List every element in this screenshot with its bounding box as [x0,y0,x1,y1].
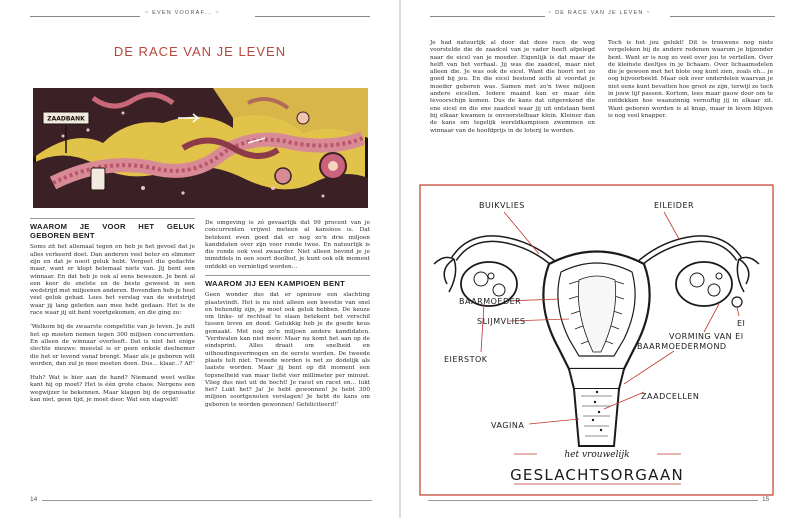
section-heading-1: WAAROM JE VOOR HET GELUK GEBOREN BENT [30,222,195,241]
book-spine [399,0,401,518]
right-column-1 [430,40,595,142]
paragraph: Soms zit het allemaal tegen en heb je het gevoel dat je alles verkeerd doet. Dan anderen veel beter en slimmer zijn en dat je nooit geluk hebt. Vergeet die gedachte maar, want er klopt helemaal niets van. Jij bent een winnaar. En dat heb je ook al eens bewezen. Je bent al een keer de snelste en de beste geweest in een wedstrijd met miljoenen anderen. Bovendien heb je heel veel geluk gehad. Lees het verslag van de wedstrijd waar jij lang geleden aan mee hebt gedaan. Het is de race waar jij uit bent voortgekomen, en die ging zo: [30,244,195,317]
running-head-left: ~ EVEN VOORAF... ~ [145,10,220,16]
caption-big: GESLACHTSORGAAN [510,466,684,484]
chapter-title: DE RACE VAN JE LEVEN [113,44,287,59]
running-head-rule-left [30,16,140,17]
sign-text: ZAADBANK [47,115,85,123]
caption-small: het vrouwelijk [564,450,630,460]
running-head-right: ~ DE RACE VAN JE LEVEN ~ [548,10,651,16]
left-column-2 [205,220,370,416]
label-vagina: VAGINA [491,421,525,430]
paragraph: Huh? Wat is hier aan de hand? Niemand weet welke kant hij op moet? Het is één grote chaos. Nergens een wegwijzer te bekennen. Maar klagen bij de organisatie kan niet, geen tijd, je moet door. Wat een slagveld! [30,375,195,404]
page-number-right: 15 [762,496,770,503]
label-eileider: EILEIDER [654,201,695,210]
label-slijmvlies: SLIJMVLIES [477,317,526,326]
label-vorming-ei: VORMING VAN EI [669,332,744,341]
page-number-left: 14 [30,496,38,503]
label-buikvlies: BUIKVLIES [479,201,525,210]
section-rule-1 [30,218,195,219]
reproductive-diagram [419,184,774,496]
label-baarmoedermond: BAARMOEDERMOND [637,342,727,351]
running-head-rule-right [255,16,370,17]
right-column-2 [608,40,773,127]
paragraph: Je had natuurlijk al door dat deze race de weg voorstelde die de zaadcel van je vader heeft afgelegd naar de eicel van je moeder. Eigenlijk is dat maar de helft van het verhaal. Jij was die zaadcel, maar niet alleen die. Je was ook de eicel. Want die hoort net zo goed bij jou. En die eicel bestond zelfs al voordat je moeder geboren was. Samen met zo'n twee miljoen andere eicellen. Iedere maand kan er maar één tevoorschijn komen. Dus de kans dat uitgerekend die ene eicel en die ene zaadcel waar jij uit ontstaan bent bij elkaar kwamen is onvoorstelbaar klein. Kleiner dan de kans om tegelijk wereldkampioen zwemmen en winnaar van de hoofdprijs in de loterij te worden. [430,40,595,134]
label-ei: EI [737,319,746,328]
label-zaadcellen: ZAADCELLEN [641,392,700,401]
paragraph: Geen wonder dus dat er opnieuw een slachting plaatsvindt. Het is nu niet alleen een kwestie van snel en behendig zijn, je moet ook geluk hebben. De keuze om links- of rechtsaf te slaan betekent het verschil tussen leven en dood. Gelukkig heb je de goede keus gemaakt. Met nog zo'n miljoen andere kandidaten. ‘Verdwalen kan niet meer. Maar nu komt het aan op de eindsprint. Alles draait om snelheid en uithoudingsvermogen en de eerste worden. De tweede plaats telt niet. Tweede worden is net zo dodelijk als laatste worden. Maar jij bent op dit moment een topsnelheid van maar liefst vier millimeter per minuut. Vlieg dus niet uit de bocht! Je racet en racet en... lukt het? Lukt het? Ja! Je hebt gewonnen! Je hebt 300 miljoen soortgenoten verslagen! Je hebt de kans om geboren te worden gewonnen! Gefeliciteerd!’ [205,292,370,408]
label-eierstok: EIERSTOK [444,355,488,364]
footer-rule-right [428,500,758,501]
running-head-rule-left [430,16,545,17]
left-column-1 [30,222,195,411]
race-illustration [33,88,368,208]
footer-rule-left [42,500,372,501]
paragraph: De omgeving is zó gevaarlijk dat 99 procent van je concurrenten vrijwel meteen al kansloos is. Dat betekent even goed dat er nog zo'n drie miljoen kandidaten over zijn voor ronde twee. En natuurlijk is die ronde ook veel zwaarder. Niet alleen bevind je je inmiddels in een soort doolhof, je kunt ook elk moment ontdekt en vernietigd worden... [205,220,370,270]
section-rule-2 [205,275,370,276]
paragraph: ‘Welkom bij de zwaarste competitie van je leven. Je zult het op moeten nemen tegen 300 miljoen concurrenten. En alleen de winnaar overleeft. Dat is niet het enige slechte nieuws: meestal is er geen enkele deelnemer die het er levend vanaf brengt. Maar als je geboren wilt worden, dan zul je mee moeten doen. Dus... klaar...? Af!’ [30,324,195,367]
running-head-rule-right [670,16,775,17]
label-baarmoeder: BAARMOEDER [459,297,522,306]
paragraph: Toch is het jou gelukt! Dit is trouwens nog niets vergeleken bij de andere redenen waarom je bijzonder bent. Want er is nog zo veel over jou te vertellen. Over de kleinste deeltjes in je lichaam. Over lichaamsdelen die je gewoon met het blote oog kunt zien, zoals eh... je oog bijvoorbeeld. Maar ook over onderdelen waarvan je niet eens kunt bevatten hoe groot ze zijn, terwijl ze toch in jouw lijf passen. Kortom, lees maar gauw door om te ontdekken hoe waanzinnig vernuftig jij in elkaar zit. Want geboren worden is al knap, maar in leven blijven is nog veel knapper. [608,40,773,119]
section-heading-2: WAAROM JIJ EEN KAMPIOEN BENT [205,279,346,289]
